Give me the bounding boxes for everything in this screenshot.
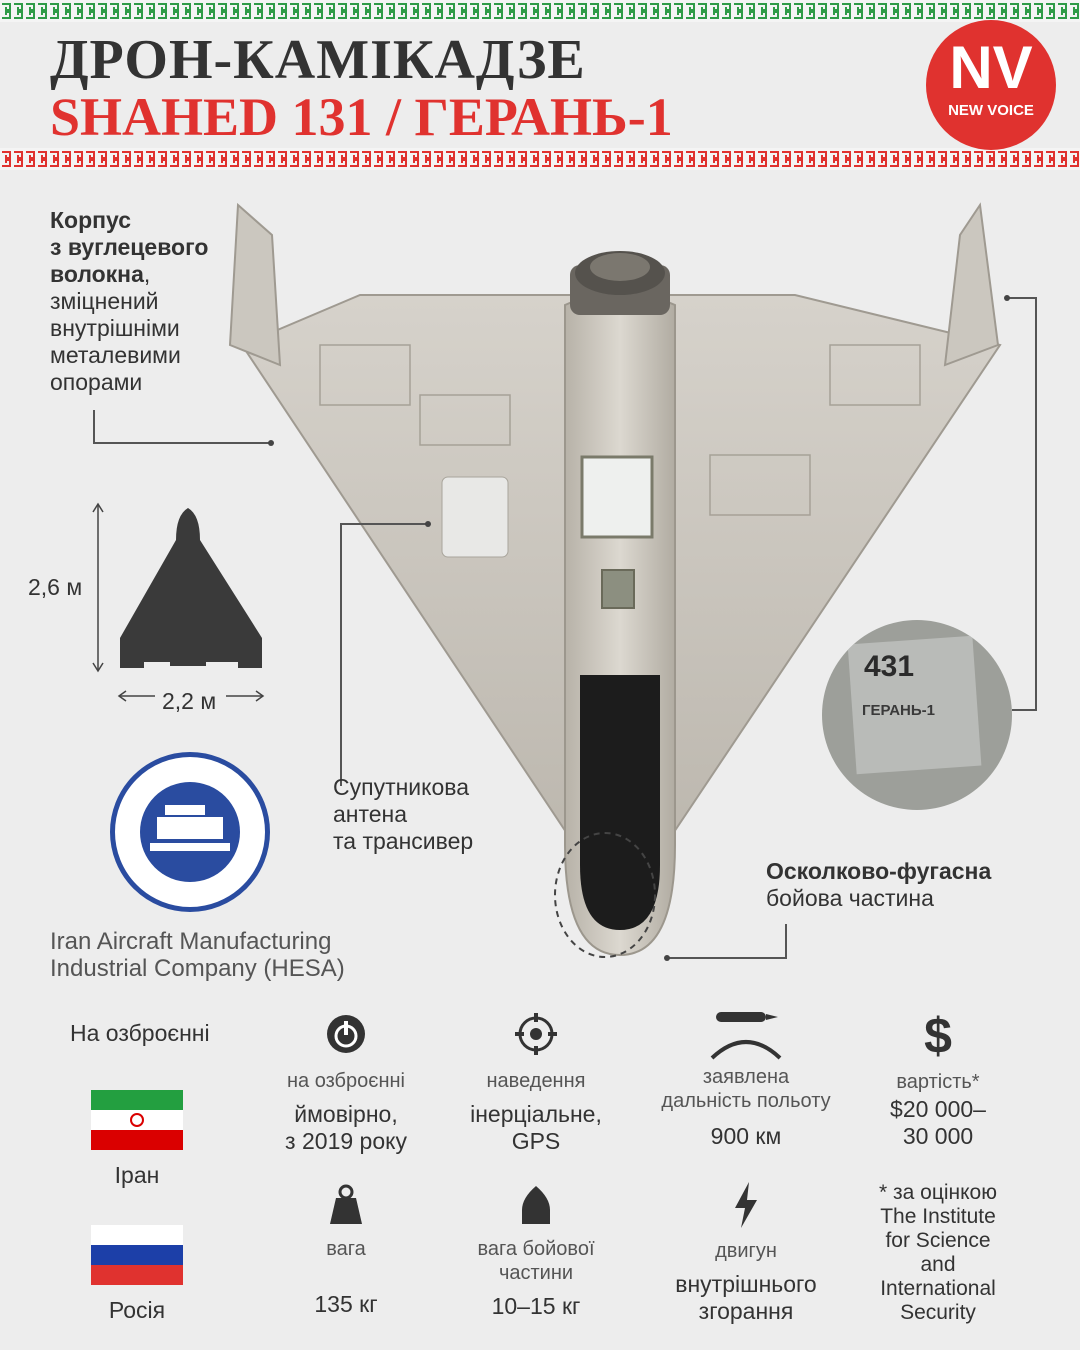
body-callout-line: опорами [50,369,143,395]
wreck-callout-leader [1012,709,1037,711]
stat-service [256,1012,436,1155]
wreck-text: ГЕРАНЬ-1 [862,702,935,719]
body-callout-line: металевими [50,342,181,368]
iran-flag [91,1090,183,1150]
stat-value: ймовірно, [294,1101,398,1127]
wreck-callout-leader [1035,298,1037,710]
crosshair-icon [514,1012,558,1056]
body-callout-comma: , [143,261,151,287]
stat-label: частини [498,1262,574,1284]
stat-label: вага бойової [477,1238,595,1260]
dimension-diagram [90,500,275,710]
stat-label: заявлена [702,1066,790,1088]
body-callout-line: зміцнений [50,288,159,314]
source-note [848,1181,1028,1325]
stat-cost [858,1010,1018,1150]
wreck-photo [822,620,1012,810]
stat-value: $20 000– [890,1096,986,1122]
warhead-callout-dot [664,955,670,961]
stat-value: інерціальне, [470,1101,602,1127]
stat-guidance [446,1012,626,1155]
body-callout-leader [93,442,271,444]
antenna-callout-line: Супутникова [333,774,470,800]
stat-value: 135 кг [314,1291,378,1317]
stat-value: внутрішнього [675,1271,817,1297]
nv-logo-text: NV [949,34,1033,101]
stat-label: наведення [486,1070,586,1092]
stat-label: двигун [715,1240,777,1262]
warhead-callout-bold: Осколково-фугасна [766,858,992,884]
page-subtitle: SHAHED 131 / ГЕРАНЬ-1 [50,87,673,147]
antenna-callout-line: та трансивер [333,828,474,854]
in-service-heading: На озброєнні [70,1020,210,1046]
source-note-line: Security [900,1301,976,1324]
manufacturer-name [50,928,345,982]
drone-silhouette [120,508,262,668]
warhead-callout [766,858,991,912]
stat-warhead [446,1184,626,1320]
dollar-icon: $ [924,1008,952,1064]
manufacturer-line: Industrial Company (HESA) [50,955,345,982]
source-note-line: The Institute [880,1205,996,1228]
stat-weight [256,1184,436,1318]
wreck-callout-leader [1008,297,1037,299]
stat-value: з 2019 року [285,1128,407,1154]
stat-value: 10–15 кг [491,1293,581,1319]
nv-logo [926,20,1056,150]
nv-logo-subtext: NEW VOICE [948,102,1034,119]
lightning-icon [731,1180,761,1230]
page-title: ДРОН-КАМІКАДЗЕ [50,29,586,91]
stat-range [646,1008,846,1150]
wreck-number: 431 [864,650,915,683]
manufacturer-line: Iran Aircraft Manufacturing [50,928,332,955]
wreck-callout-dot [1004,295,1010,301]
country-russia: Росія [108,1297,166,1323]
source-note-line: and [920,1253,956,1276]
hesa-logo [110,752,270,912]
antenna-callout [333,774,473,855]
stat-label: на озброєнні [286,1070,405,1092]
stat-engine [646,1180,846,1325]
body-callout-leader [93,410,95,443]
antenna-callout-leader [340,523,428,525]
antenna-callout-leader [340,524,342,786]
warhead-callout-rest: бойова частина [766,885,934,911]
source-note-line: * за оцінкою [879,1181,997,1204]
stat-value: 900 км [710,1123,782,1149]
weight-icon [328,1184,364,1226]
antenna-callout-line: антена [333,801,408,827]
top-ornament-band [0,0,1080,22]
source-note-line: International [880,1277,996,1300]
antenna-callout-dot [425,521,431,527]
stat-label: вага [326,1238,366,1260]
body-callout-line: Корпус [50,207,132,233]
body-callout-line: з вуглецевого [50,234,209,260]
bottom-ornament-band [0,148,1080,170]
stat-value: згорання [698,1298,794,1324]
source-note-line: for Science [885,1229,991,1252]
russia-flag [91,1225,183,1285]
body-callout-line: волокна [50,261,144,287]
body-callout [50,207,208,396]
warhead-callout-leader [785,924,787,958]
power-icon [324,1012,368,1056]
warhead-callout-leader [668,957,787,959]
width-label: 2,2 м [162,688,217,714]
body-callout-dot [268,440,274,446]
stat-value: GPS [511,1128,561,1154]
warhead-icon [520,1184,552,1226]
stat-label: вартість* [896,1071,980,1093]
country-iran: Іран [114,1162,160,1188]
range-icon [706,1008,786,1060]
stat-label: дальність польоту [661,1090,831,1112]
body-callout-line: внутрішніми [50,315,180,341]
stat-value: 30 000 [902,1123,974,1149]
length-label: 2,6 м [28,574,83,600]
